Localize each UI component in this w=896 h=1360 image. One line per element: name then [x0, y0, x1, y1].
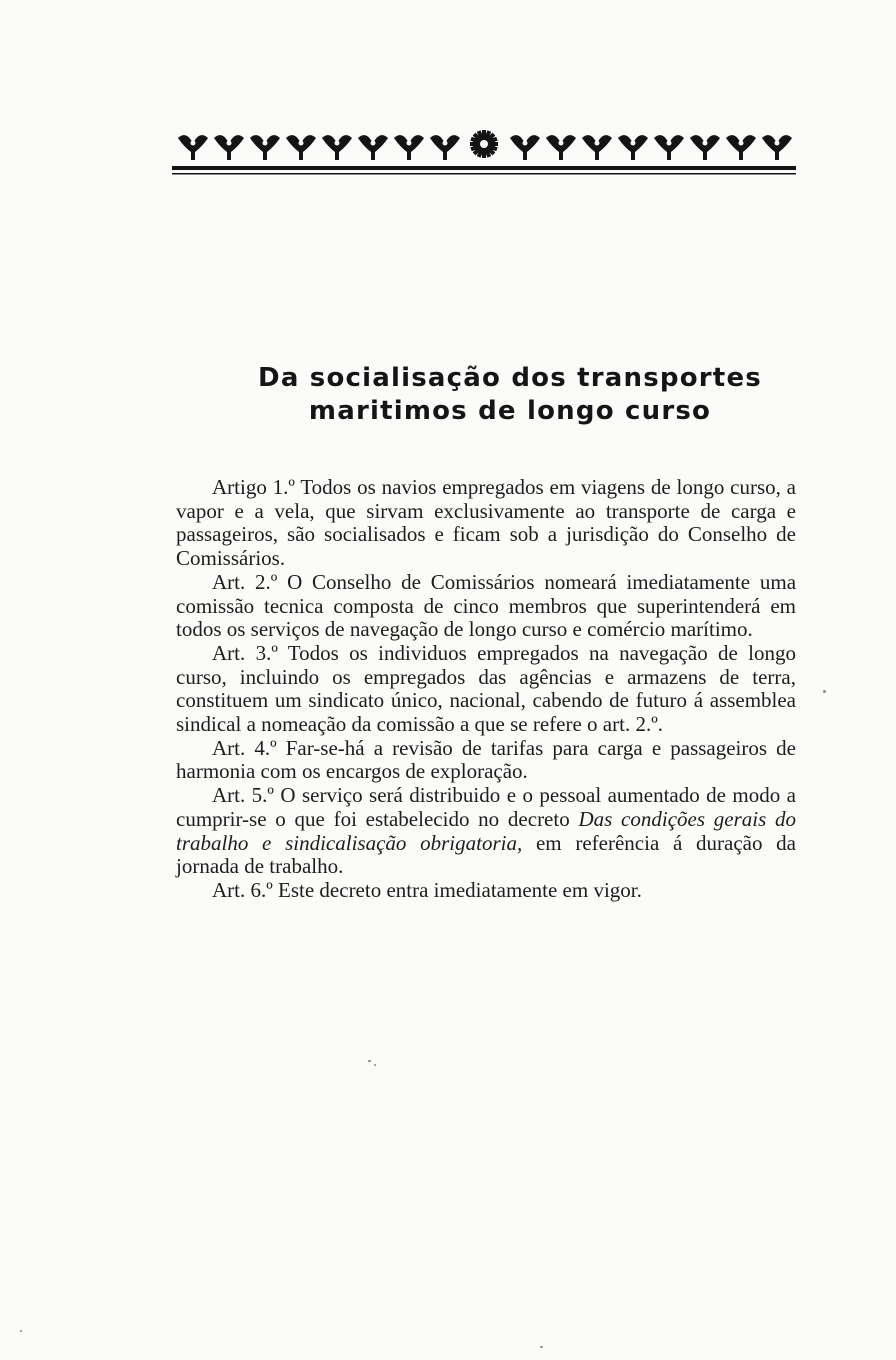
article-text: Far-se-há a revisão de tarifas para carga e passageiros de harmonia com os encargos de exploração.: [176, 735, 796, 784]
ornament-band: [172, 126, 796, 182]
article-3: [176, 642, 796, 737]
article-6: [176, 879, 796, 903]
article-text: Todos os individuos empregados na navegação de longo curso, incluindo os empregados das agências e armazens de terra, constituem um sindicato único, nacional, cabendo de futuro á assemblea sindical a nomeação da comissão a que se refere o art. 2.º.: [176, 640, 796, 737]
article-label: Art. 5.º: [212, 783, 274, 808]
article-label: Art. 4.º: [212, 735, 277, 760]
article-label: Art. 2.º: [212, 569, 278, 594]
floral-ornament-icon: [172, 126, 796, 182]
article-text: em referência á duração da jornada de trabalho.: [176, 830, 797, 879]
article-4: [176, 737, 796, 784]
article-label: Art. 3.º: [212, 640, 278, 665]
article-text: Este decreto entra imediatamente em vigor.: [278, 877, 642, 902]
decree-body: [176, 476, 796, 903]
article-1: [176, 476, 796, 571]
decree-title-italic: Das condições gerais do trabalho e sindicalisação obrigatoria,: [176, 806, 797, 855]
article-label: Artigo 1.º: [212, 475, 295, 499]
article-text: O serviço será distribuido e o pessoal aumentado de modo a cumprir-se o que foi estabelecido no decreto: [176, 783, 796, 831]
article-text: Todos os navios empregados em viagens de longo curso, a vapor e a vela, que sirvam exclusivamente ao transporte de carga e passageiros, são socialisados e ficam sob a jurisdição do Conselho de Comissários.: [176, 475, 796, 571]
article-label: Art. 6.º: [212, 877, 273, 902]
article-2: [176, 571, 796, 642]
document-heading: [200, 362, 820, 428]
article-5: [176, 784, 796, 879]
heading-line-2: maritimos de longo curso: [308, 396, 712, 426]
article-text: O Conselho de Comissários nomeará imediatamente uma comissão tecnica composta de cinco membros que superintenderá em todos os serviços de navegação de longo curso e comércio marítimo.: [176, 569, 797, 642]
heading-line-1: Da socialisação dos transportes: [258, 363, 762, 393]
